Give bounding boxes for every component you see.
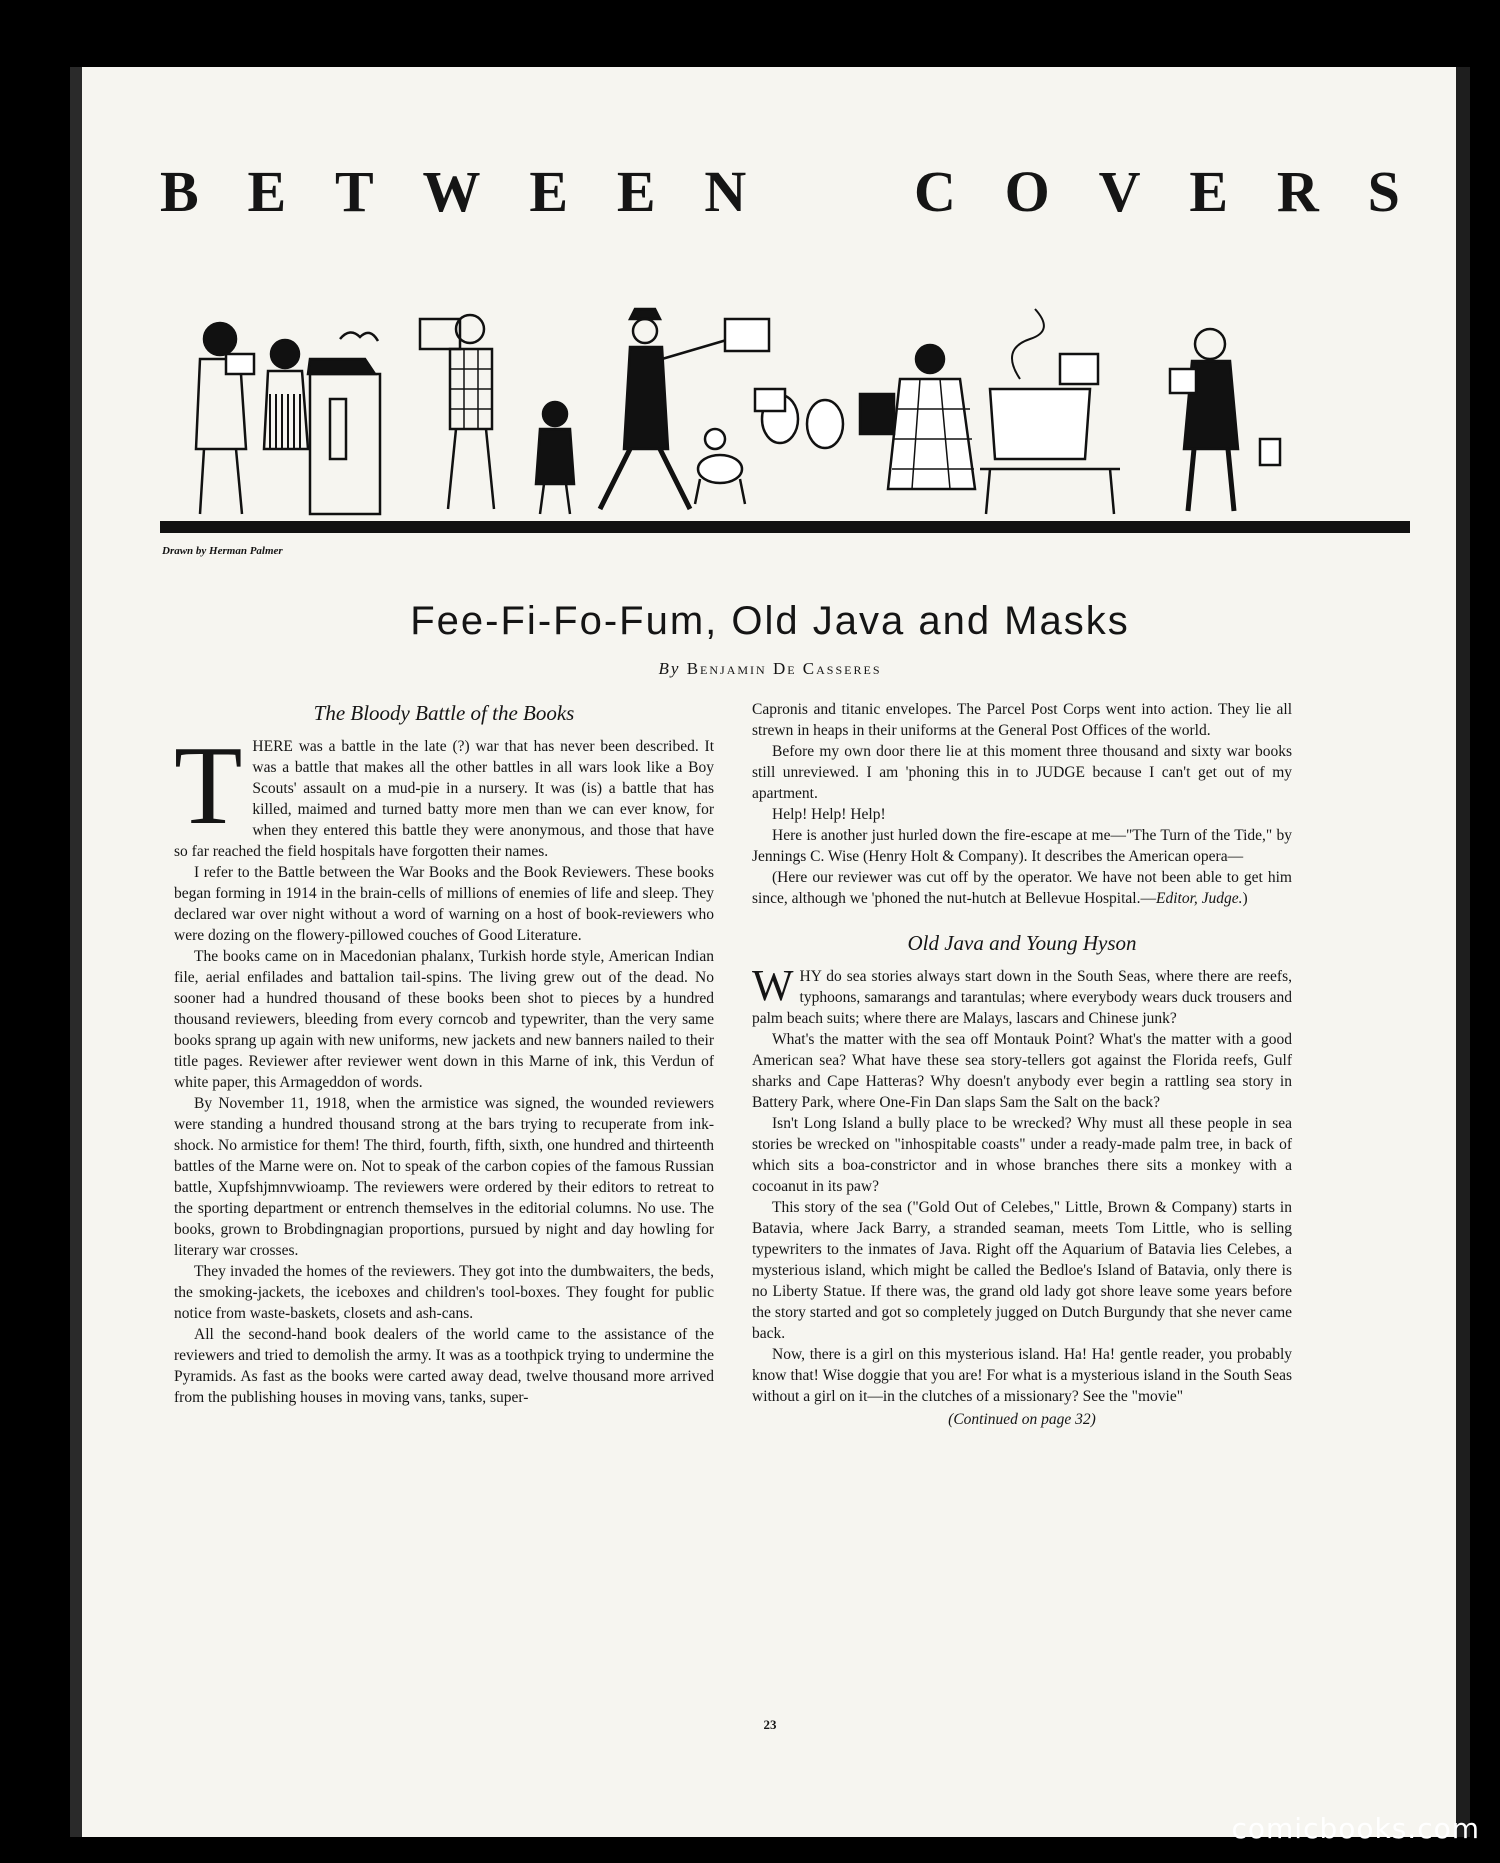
paragraph: The books came on in Macedonian phalanx, Turkish horde style, American Indian file, aerial enfilades and battalion tail-spins. The living grew out of the dead. No sooner had a hundred thousand of these books been shot to pieces by a hundred thousand reviewers, bleeding from every corncob and typewriter, than the very same books sprang up again with new uniforms, new jackets and new banners nailed to their title pages. Reviewer after reviewer went down in this Marne of ink, this Verdun of white paper, this Armageddon of words. [174, 948, 714, 1091]
header-letter: W [422, 159, 481, 224]
drop-cap: T [174, 724, 243, 848]
header-gap [795, 163, 865, 221]
header-letter: E [247, 159, 287, 224]
section-header-title [160, 159, 1400, 224]
figure-checkered-woman [860, 345, 975, 489]
paragraph: Capronis and titanic envelopes. The Parcel Post Corps went into action. They lie all strewn in heaps in their uniforms at the General Post Offices of the world. [752, 701, 1292, 739]
page-number: 23 [763, 1717, 777, 1732]
page-spine [70, 67, 82, 1837]
paragraph: By November 11, 1918, when the armistice was signed, the wounded reviewers were standing a hundred thousand strong at the bars trying to recuperate from ink-shock. No armistice for them! The third, fourth, fifth, sixth, one hundred and thirteenth battles of the Marne were on. Not to speak of the carbon copies of the famous Russian battle, Xupfshjmnvwioamp. The reviewers were ordered by their editors to retreat to the sporting department or entrench themselves in the editorial columns. No use. The books, grown to Brobdingnagian proportions, pursued by night and day howling for literary war crosses. [174, 1095, 714, 1259]
header-letter: C [913, 159, 956, 224]
paragraph: Now, there is a girl on this mysterious island. Ha! Ha! gentle reader, you probably know that! Wise doggie that you are! For what is a mysterious island in the South Seas without a girl on it—in the clutches of a missionary? See the "movie" [752, 1346, 1292, 1405]
column-right [752, 699, 1292, 1430]
header-letter: V [1098, 159, 1141, 224]
page-edge [1456, 67, 1470, 1837]
paragraph: WHY do sea stories always start down in the South Seas, where there are reefs, typhoons, samarangs and tarantulas; where everybody wears duck trousers and palm beach suits; where there are Malays, lascars and Chinese junk? [752, 961, 1292, 1027]
paragraph: I refer to the Battle between the War Books and the Book Reviewers. These books began forming in 1914 in the brain-cells of millions of enemies of life and sleep. They declared war over night without a word of warning on a host of book-reviewers who were dozing on the flowery-pillowed couches of Good Literature. [174, 864, 714, 944]
section-heading: The Bloody Battle of the Books [313, 701, 575, 725]
figure-pot [980, 309, 1120, 514]
figure-sailor [1170, 329, 1280, 511]
paragraph: Isn't Long Island a bully place to be wrecked? Why must all these people in sea stories be wrecked on "inhospitable coasts" under a ready-made palm tree, in back of which sits a boa-constrictor and in whose branches there sits a monkey with a cocoanut in its paw? [752, 1115, 1292, 1195]
ground-bar [160, 521, 1410, 533]
column-left [174, 699, 714, 1408]
figure-plaid-man [420, 315, 494, 509]
paragraph: Help! Help! Help! [772, 806, 886, 823]
header-letter: T [335, 159, 374, 224]
section-heading: Old Java and Young Hyson [907, 931, 1137, 955]
figure-tall-man [600, 309, 769, 509]
article-title: Fee-Fi-Fo-Fum, Old Java and Masks [410, 599, 1130, 643]
byline-prefix: By [658, 659, 681, 678]
header-letter: S [1367, 159, 1400, 224]
paragraph: THERE was a battle in the late (?) war that has never been described. It was a battle that makes all the other battles in all wars look like a Boy Scouts' assault on a mud-pie in a nursery. It was (is) a battle that has killed, maimed and turned batty more men than we can ever know, for when they entered this battle they were anonymous, and those that have so far reached the field hospitals have forgotten their names. [174, 724, 714, 860]
paragraph: Here is another just hurled down the fire-escape at me—"The Turn of the Tide," by Jennings C. Wise (Henry Holt & Company). It describes the American opera— [752, 827, 1292, 865]
header-letter: E [616, 159, 656, 224]
figure-reader-left [196, 323, 254, 514]
header-letter: E [529, 159, 569, 224]
header-letter: R [1276, 159, 1319, 224]
paragraph: This story of the sea ("Gold Out of Celebes," Little, Brown & Company) starts in Batavia, where Jack Barry, a stranded seaman, meets Tom Little, who is selling typewriters to the inmates of Java. Right off the Aquarium of Batavia lies Celebes, a mysterious island, which might be called the Bedloe's Island of Batavia, only there is no Liberty Statue. If there was, the grand old lady got shore leave some years before the story started and got so completely jugged on Dutch Burgundy that she never came back. [752, 1199, 1292, 1342]
paragraph: Before my own door there lie at this moment three thousand and sixty war books still unreviewed. I am 'phoning this in to JUDGE because I can't get out of my apartment. [752, 743, 1292, 802]
header-letter: B [160, 159, 199, 224]
figure-typist [264, 332, 380, 514]
paragraph: All the second-hand book dealers of the world came to the assistance of the reviewers and tried to demolish the army. It was as a toothpick trying to undermine the Pyramids. As fast as the books were carted away dead, twelve thousand more arrived from the publishing houses in moving vans, tanks, super- [174, 1326, 714, 1406]
paragraph: What's the matter with the sea off Montauk Point? What's the matter with a good American sea? What have these sea story-tellers got against the Florida reefs, Gulf sharks and Cape Hatteras? Why doesn't anybody ever begin a rattling sea story in Battery Park, where One-Fin Dan slaps Sam the Salt on the back? [752, 1031, 1292, 1111]
paragraph: (Here our reviewer was cut off by the operator. We have not been able to get him since, although we 'phoned the nut-hutch at Bellevue Hospital.—Editor, Judge.) [752, 869, 1292, 907]
continued-note: (Continued on page 32) [948, 1411, 1096, 1428]
header-letter: O [1004, 159, 1050, 224]
illustration-credit: Drawn by Herman Palmer [162, 545, 283, 557]
header-illustration [160, 299, 1410, 539]
paragraph: They invaded the homes of the reviewers. They got into the dumbwaiters, the beds, the smoking-jackets, the iceboxes and children's tool-boxes. They fought for public notice from waste-baskets, closets and ash-cans. [174, 1263, 714, 1322]
figure-mice [755, 389, 843, 448]
byline-author: Benjamin De Casseres [686, 659, 882, 678]
figure-dog [695, 429, 745, 504]
figure-small-man [536, 402, 574, 514]
magazine-page [70, 67, 1470, 1837]
drop-cap: W [752, 961, 794, 1010]
byline [70, 659, 1470, 679]
header-letter: E [1189, 159, 1229, 224]
header-letter: N [704, 159, 747, 224]
watermark-text: comicbooks.com [1231, 1812, 1480, 1845]
